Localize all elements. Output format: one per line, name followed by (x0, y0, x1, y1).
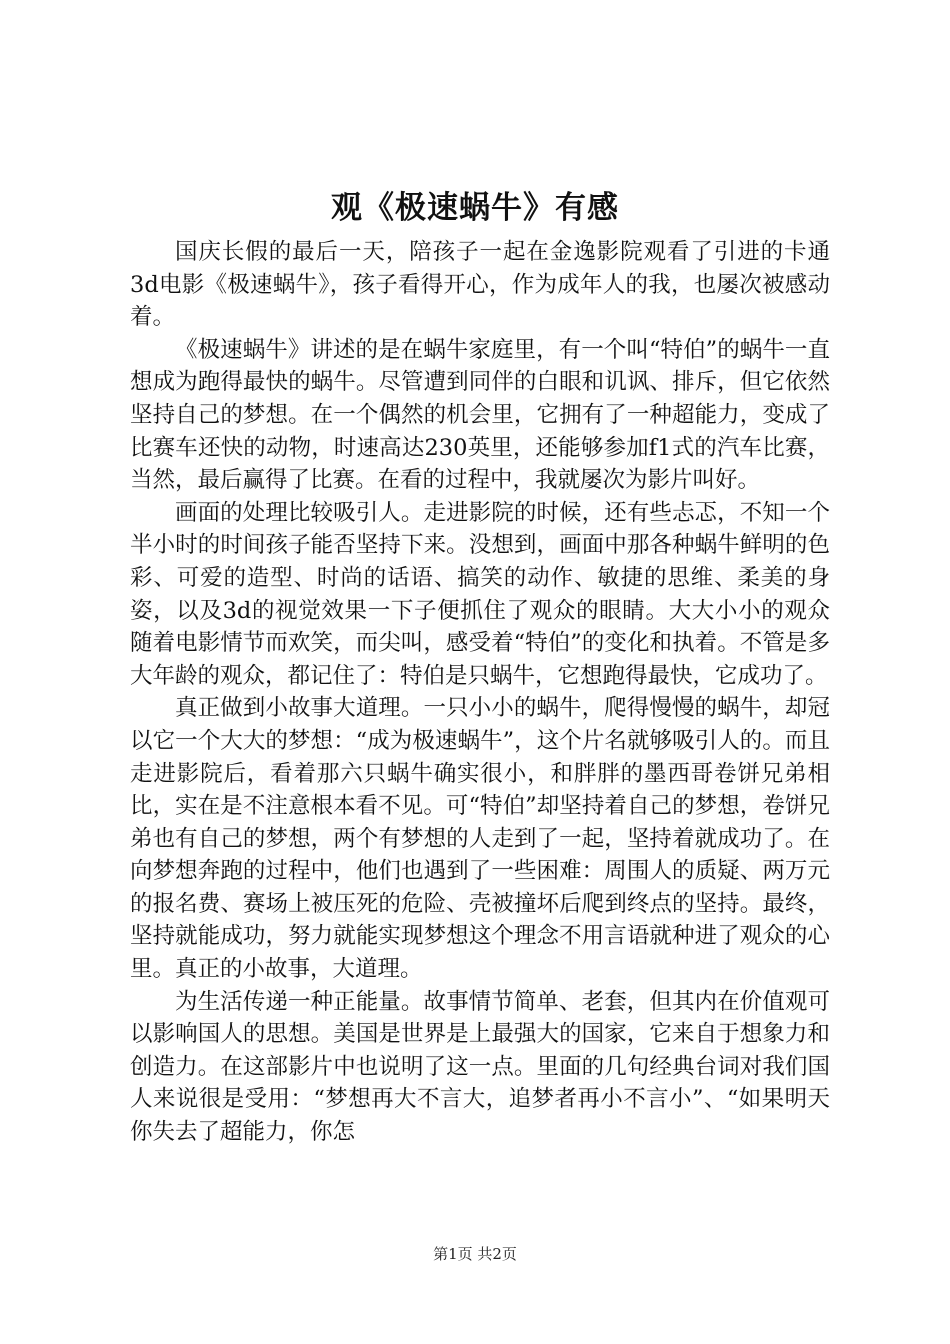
paragraph-2: 《极速蜗牛》讲述的是在蜗牛家庭里，有一个叫“特伯”的蜗牛一直想成为跑得最快的蜗牛。尽管遭到同伴的白眼和讥讽、排斥，但它依然坚持自己的梦想。在一个偶然的机会里，它拥有了一种超能力，变成了比赛车还快的动物，时速高达230英里，还能够参加f1式的汽车比赛，当然，最后赢得了比赛。在看的过程中，我就屡次为影片叫好。 (130, 336, 830, 494)
paragraph-5: 为生活传递一种正能量。故事情节简单、老套，但其内在价值观可以影响国人的思想。美国是世界是上最强大的国家，它来自于想象力和创造力。在这部影片中也说明了这一点。里面的几句经典台词对我们国人来说很是受用：“梦想再大不言大，追梦者再小不言小”、“如果明天你失去了超能力，你怎 (130, 988, 830, 1146)
page-footer: 第1页 共2页 (433, 1245, 517, 1263)
paragraph-4: 真正做到小故事大道理。一只小小的蜗牛，爬得慢慢的蜗牛，却冠以它一个大大的梦想：“成为极速蜗牛”，这个片名就够吸引人的。而且走进影院后，看着那六只蜗牛确实很小，和胖胖的墨西哥卷饼兄弟相比，实在是不注意根本看不见。可“特伯”却坚持着自己的梦想，卷饼兄弟也有自己的梦想，两个有梦想的人走到了一起，坚持着就成功了。在向梦想奔跑的过程中，他们也遇到了一些困难：周围人的质疑、两万元的报名费、赛场上被压死的危险、壳被撞坏后爬到终点的坚持。最终，坚持就能成功，努力就能实现梦想这个理念不用言语就种进了观众的心里。真正的小故事，大道理。 (130, 695, 830, 983)
paragraph-1: 国庆长假的最后一天，陪孩子一起在金逸影院观看了引进的卡通3d电影《极速蜗牛》，孩子看得开心，作为成年人的我，也屡次被感动着。 (130, 239, 830, 331)
paragraph-3: 画面的处理比较吸引人。走进影院的时候，还有些忐忑，不知一个半小时的时间孩子能否坚持下来。没想到，画面中那各种蜗牛鲜明的色彩、可爱的造型、时尚的话语、搞笑的动作、敏捷的思维、柔美的身姿，以及3d的视觉效果一下子便抓住了观众的眼睛。大大小小的观众随着电影情节而欢笑，而尖叫，感受着“特伯”的变化和执着。不管是多大年龄的观众，都记住了：特伯是只蜗牛，它想跑得最快，它成功了。 (130, 499, 830, 689)
document-body (130, 236, 830, 1149)
document-title: 观《极速蜗牛》有感 (331, 190, 619, 226)
